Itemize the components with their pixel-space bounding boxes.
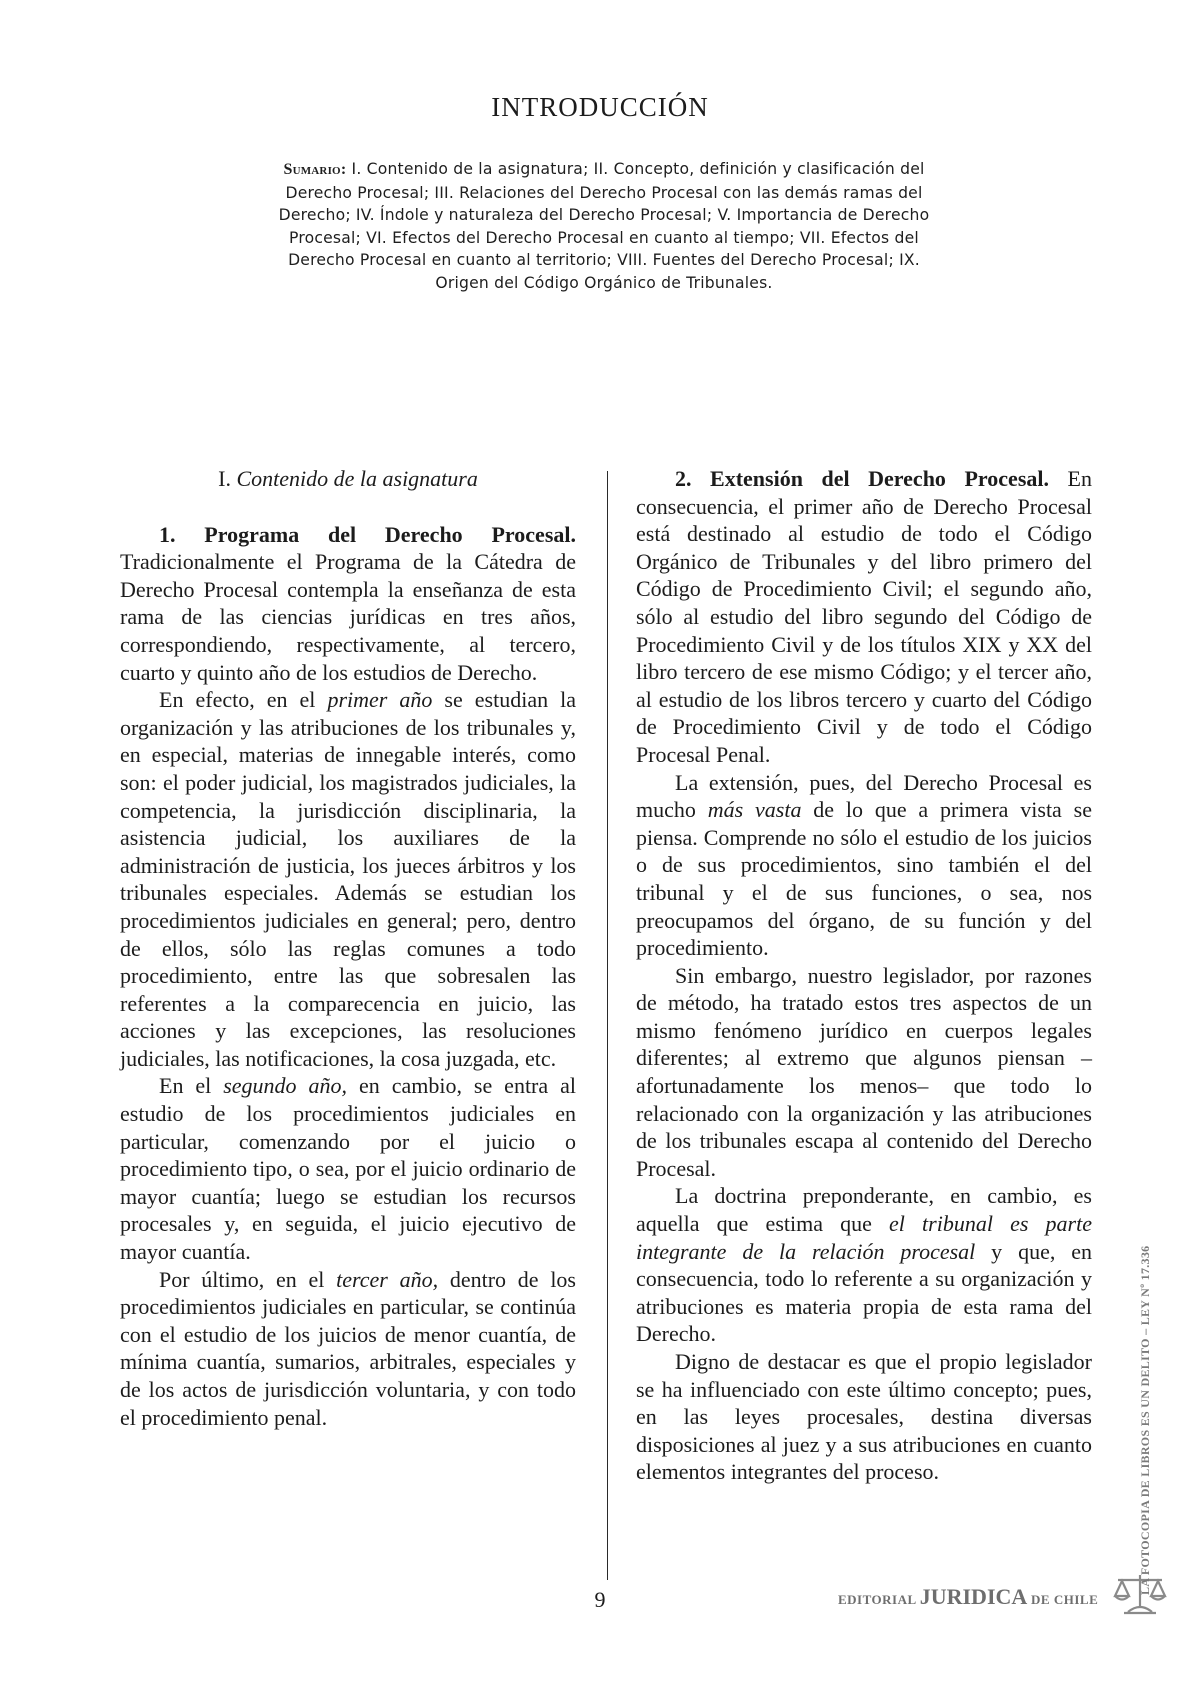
- paragraph-text: La extensión, pues, del Derecho Procesal es mucho: [636, 769, 1092, 823]
- summary-label: Sumario:: [283, 161, 347, 178]
- paragraph-text: y que, en consecuencia, todo lo referente a su organización y atribuciones es materia propia de esta rama del Derecho.: [636, 1238, 1092, 1347]
- section-number: I.: [218, 466, 237, 491]
- publisher-name: JURIDICA: [919, 1584, 1028, 1609]
- paragraph-doctrina: [636, 1182, 1092, 1348]
- paragraph-text: dentro de los procedimientos judiciales en particular, se continúa con el estudio de los juicios de menor cuantía, de mínima cuantía, sumarios, arbitrales, especiales y de los actos de jurisdicción voluntaria, y con todo el procedimiento penal.: [120, 1266, 576, 1430]
- publisher-text: DE CHILE: [1027, 1592, 1099, 1607]
- paragraph-sin-embargo: Sin embargo, nuestro legislador, por razones de método, ha tratado estos tres aspectos de un mismo fenómeno jurídico en cuerpos legales diferentes; al extremo que algunos piensan –afortunadamente los menos– que todo lo relacionado con la organización y las atribuciones de los tribunales escapa al contenido del Derecho Procesal.: [636, 962, 1092, 1181]
- paragraph-text: Tradicionalmente el Programa de la Cátedra de Derecho Procesal contempla la enseñanza de esta rama de las ciencias jurídicas en tres años, correspondiendo, respectivamente, al tercero, cuarto y quinto año de los estudios de Derecho.: [120, 549, 576, 685]
- page-number: 9: [594, 1587, 606, 1612]
- publisher-text: EDITORIAL: [838, 1592, 920, 1607]
- emphasis: primer año: [327, 687, 433, 713]
- left-column: [120, 465, 576, 1431]
- paragraph-heading: 2. Extensión del Derecho Procesal.: [675, 466, 1049, 491]
- paragraph-text: En efecto, en el: [159, 687, 328, 713]
- emphasis: segundo año,: [223, 1073, 348, 1099]
- paragraph-text: se estudian la organización y las atribuciones de los tribunales y, en especial, materias de innegable interés, como son: el poder judicial, los magistrados judiciales, la competencia, la jurisdicción disciplinaria, la asistencia judicial, los auxiliares de la administración de justicia, los jueces árbitros y los tribunales especiales. Además se estudian los procedimientos judiciales en general; pero, dentro de ellos, sólo las reglas comunes a todo procedimiento, entre las que sobresalen las referentes a la comparecencia en juicio, las acciones y las excepciones, las resoluciones judiciales, las notificaciones, la cosa juzgada, etc.: [120, 687, 576, 1071]
- copyright-notice: LA FOTOCOPIA DE LIBROS ES UN DELITO – LEY Nº 17.336: [1138, 1245, 1152, 1595]
- paragraph-text: En consecuencia, el primer año de Derecho Procesal está destinado al estudio de todo el Código Orgánico de Tribunales y del libro primero del Código de Procedimiento Civil; el segundo año, sólo al estudio del libro segundo del Código de Procedimiento Civil y de los títulos XIX y XX del libro tercero de ese mismo Código; y el tercer año, al estudio de los libros tercero y cuarto del Código de Procedimiento Civil y de todo el Código Procesal Penal.: [636, 466, 1092, 767]
- summary-text: I. Contenido de la asignatura; II. Concepto, definición y clasificación del Derecho Procesal; III. Relaciones del Derecho Procesal con las demás ramas del Derecho; IV. Índole y naturaleza del Derecho Procesal; V. Importancia de Derecho Procesal; VI. Efectos del Derecho Procesal en cuanto al tiempo; VII. Efectos del Derecho Procesal en cuanto al territorio; VIII. Fuentes del Derecho Procesal; IX. Origen del Código Orgánico de Tribunales.: [278, 160, 930, 292]
- page-title: INTRODUCCIÓN: [491, 92, 709, 122]
- emphasis: más vasta: [707, 797, 802, 823]
- paragraph-segundo-ano: [120, 1072, 576, 1265]
- paragraph-extension: [636, 465, 1092, 769]
- paragraph-tercer-ano: [120, 1266, 576, 1432]
- paragraph-heading: 1. Programa del Derecho Procesal.: [159, 521, 576, 547]
- column-divider: [607, 471, 608, 1580]
- section-title: Contenido de la asignatura: [236, 466, 478, 491]
- paragraph-digno: Digno de destacar es que el propio legislador se ha influenciado con este último concepto; pues, en las leyes procesales, destina diversas disposiciones al juez y a sus atribuciones en cuanto elementos integrantes del proceso.: [636, 1349, 1092, 1485]
- emphasis: el tribunal es parte integrante de la relación procesal: [636, 1211, 1092, 1264]
- paragraph-mas-vasta: [636, 769, 1092, 962]
- paragraph-text: en cambio, se entra al estudio de los procedimientos judiciales en particular, comenzando por el juicio o procedimiento tipo, o sea, por el juicio ordinario de mayor cuantía; luego se estudian los recursos procesales y, en seguida, el juicio ejecutivo de mayor cuantía.: [120, 1073, 576, 1265]
- right-column: [636, 465, 1092, 1486]
- paragraph-text: Por último, en el: [159, 1266, 337, 1292]
- paragraph-text: de lo que a primera vista se piensa. Comprende no sólo el estudio de los juicios o de sus procedimientos, sino también el del tribunal y el de sus funciones, o sea, nos preocupamos del órgano, de su función y del procedimiento.: [636, 797, 1092, 961]
- paragraph-text: En el: [159, 1073, 224, 1099]
- summary: [265, 158, 943, 294]
- emphasis: tercer año,: [336, 1266, 439, 1292]
- paragraph-programa: [120, 521, 576, 687]
- publisher-mark: [838, 1584, 1098, 1610]
- section-heading: [120, 465, 576, 493]
- paragraph-text: La doctrina preponderante, en cambio, es aquella que estima que: [636, 1183, 1092, 1237]
- paragraph-primer-ano: [120, 686, 576, 1072]
